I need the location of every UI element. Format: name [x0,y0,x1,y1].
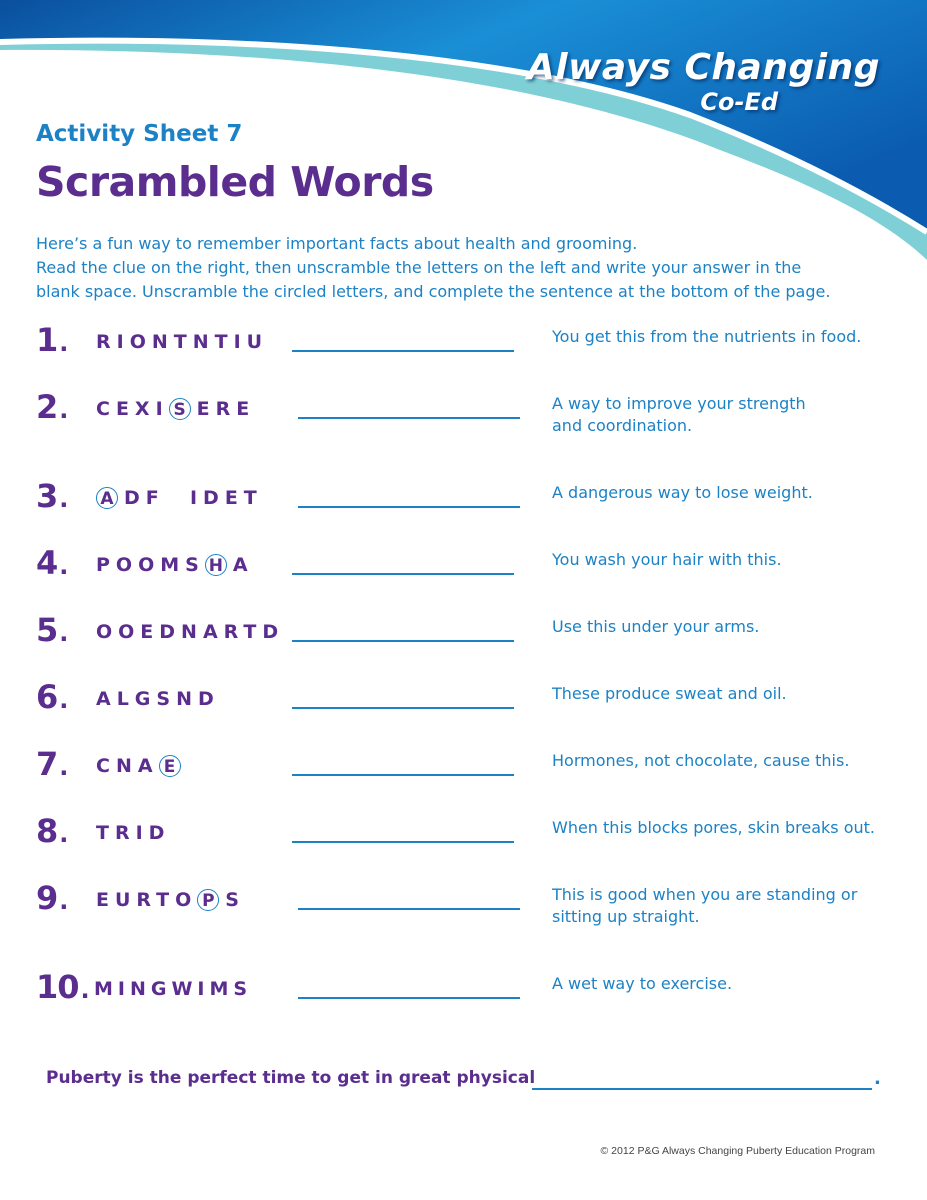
row-number-text: 3 [36,477,58,515]
row-number-text: 7 [36,745,58,783]
puzzle-row [36,478,906,538]
letter-group: RIONTNTIU [96,331,269,353]
scrambled-letters [96,889,245,911]
row-number: 4. [36,544,68,582]
row-number-text: 5 [36,611,58,649]
answer-blank[interactable] [292,571,514,575]
puzzle-row [36,322,906,382]
circled-letter: P [197,889,219,911]
copyright-notice: © 2012 P&G Always Changing Puberty Education Program [600,1145,875,1157]
clue-line: A dangerous way to lose weight. [552,483,813,502]
row-number-text: 8 [36,812,58,850]
row-number: 6. [36,678,68,716]
final-period: . [874,1068,881,1089]
clue-line: and coordination. [552,416,693,435]
clue-text [552,973,902,995]
puzzle-row [36,746,906,806]
final-answer-blank[interactable] [532,1088,872,1090]
answer-blank[interactable] [292,839,514,843]
brand-subtitle: Co-Ed [700,88,778,116]
row-number-text: 6 [36,678,58,716]
brand-logo [520,48,890,116]
puzzle-row [36,813,906,873]
scrambled-letters [94,978,252,1000]
row-number: 5. [36,611,68,649]
brand-name: Always Changing [526,47,880,88]
scrambled-letters [96,331,268,353]
puzzle-row [36,545,906,605]
letter-group: ERE [196,398,256,420]
clue-line: sitting up straight. [552,907,700,926]
instructions [36,232,896,304]
scrambled-letters [96,755,187,777]
row-number: 10. [36,968,89,1006]
puzzle-row [36,880,906,940]
row-number-text: 1 [36,321,58,359]
clue-text [552,750,902,772]
answer-blank[interactable] [292,705,514,709]
clue-text [552,326,902,348]
row-number: 1. [36,321,68,359]
answer-blank[interactable] [298,504,520,508]
letter-group: MINGWIMS [94,978,253,1000]
clue-line: A way to improve your strength [552,394,806,413]
row-number-text: 2 [36,388,58,426]
clue-text [552,482,902,504]
clue-text [552,549,902,571]
page-title: Scrambled Words [36,158,434,206]
clue-line: Hormones, not chocolate, cause this. [552,751,850,770]
row-number: 7. [36,745,68,783]
clue-text [552,393,902,437]
activity-sheet-label: Activity Sheet 7 [36,121,243,147]
letter-group: ALGSND [96,688,220,710]
circled-letter: A [96,487,118,509]
letter-group: OOEDNARTD [96,621,285,643]
scrambled-letters [96,487,263,509]
final-sentence: Puberty is the perfect time to get in great physical [46,1068,536,1088]
row-number-text: 10 [36,968,79,1006]
letter-group: TRID [96,822,171,844]
circled-letter: E [159,755,181,777]
scrambled-letters [96,822,170,844]
clue-line: When this blocks pores, skin breaks out. [552,818,875,837]
scrambled-letters [96,688,220,710]
clue-text [552,616,902,638]
circled-letter: H [205,554,227,576]
scrambled-letters [96,398,255,420]
letter-group: CNA [96,755,159,777]
answer-blank[interactable] [298,906,520,910]
row-number-text: 4 [36,544,58,582]
scrambled-letters [96,554,254,576]
clue-line: You get this from the nutrients in food. [552,327,862,346]
letter-group: DF IDET [124,487,263,509]
instructions-line: Read the clue on the right, then unscramble the letters on the left and write your answer in the [36,258,802,277]
scrambled-letters [96,621,284,643]
row-number: 9. [36,879,68,917]
clue-line: Use this under your arms. [552,617,760,636]
puzzle-row [36,969,906,1029]
letter-group: EURTO [96,889,198,911]
clue-line: A wet way to exercise. [552,974,733,993]
puzzle-row [36,389,906,449]
clue-line: These produce sweat and oil. [552,684,787,703]
clue-line: This is good when you are standing or [552,885,858,904]
instructions-line: Here’s a fun way to remember important facts about health and grooming. [36,234,638,253]
row-number: 8. [36,812,68,850]
letter-group: S [225,889,245,911]
puzzle-row [36,612,906,672]
puzzle-row [36,679,906,739]
clue-text [552,884,902,928]
row-number-text: 9 [36,879,58,917]
instructions-line: blank space. Unscramble the circled letters, and complete the sentence at the bottom of the page. [36,282,831,301]
answer-blank[interactable] [298,995,520,999]
letter-group: CEXI [96,398,169,420]
answer-blank[interactable] [292,638,514,642]
row-number: 2. [36,388,68,426]
letter-group: A [232,554,254,576]
circled-letter: S [169,398,191,420]
answer-blank[interactable] [292,772,514,776]
clue-text [552,683,902,705]
answer-blank[interactable] [292,348,514,352]
clue-line: You wash your hair with this. [552,550,782,569]
letter-group: POOMS [96,554,205,576]
row-number: 3. [36,477,68,515]
clue-text [552,817,902,839]
answer-blank[interactable] [298,415,520,419]
